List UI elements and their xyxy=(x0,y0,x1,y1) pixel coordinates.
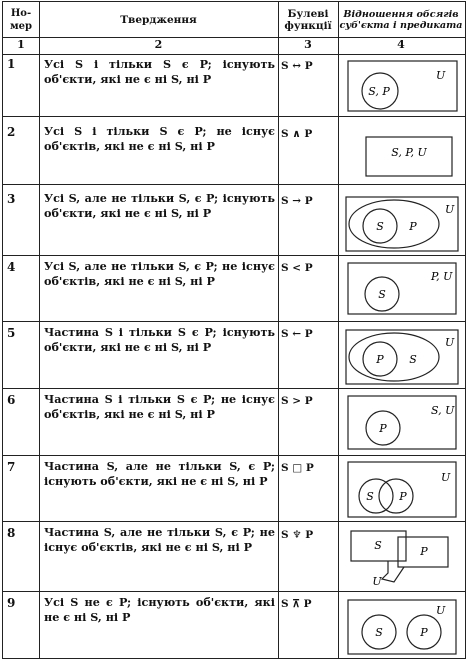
row-divider xyxy=(3,184,465,185)
diagram-label: P xyxy=(409,220,417,233)
diagram-label: P xyxy=(420,626,428,639)
logic-table xyxy=(2,1,466,659)
row-divider xyxy=(3,116,465,117)
row-number: 3 xyxy=(7,192,16,206)
boolean-function: S ← P xyxy=(281,328,313,340)
boolean-function: S ♆ P xyxy=(281,529,314,541)
row-number: 5 xyxy=(7,326,16,340)
u-connector xyxy=(382,561,404,582)
diagram-label: P xyxy=(379,422,387,435)
statement-text: Усі S не є P; існують об'єкти, які не є ні S, ні P xyxy=(44,595,275,624)
header-statement: Твердження xyxy=(120,13,197,26)
boolean-function: S → P xyxy=(281,195,313,207)
row-number: 8 xyxy=(7,526,16,540)
diagram-label: U xyxy=(436,604,446,617)
boolean-function: S ↔ P xyxy=(281,60,313,72)
diagram-label: S, P, U xyxy=(391,146,427,159)
row-divider xyxy=(3,321,465,322)
diagram-label: S xyxy=(378,288,386,301)
column-number: 2 xyxy=(154,39,163,51)
row-divider xyxy=(3,591,465,592)
diagram-label: P xyxy=(376,353,384,366)
statement-text: Частина S, але не тільки S, є P; існують об'єкти, які не є ні S, ні P xyxy=(44,459,275,488)
diagram-label: U xyxy=(445,203,455,216)
row-divider xyxy=(3,388,465,389)
p-ellipse xyxy=(349,200,439,248)
statement-text: Частина S і тільки S є P; існують об'єкти, які не є ні S, ні P xyxy=(44,325,275,354)
statement-text: Усі S, але не тільки S, є P; не існує об'єктів, які не є ні S, ні P xyxy=(44,259,275,288)
diagram-label: S xyxy=(409,353,417,366)
diagram-label: S xyxy=(366,490,374,503)
column-divider xyxy=(338,2,339,658)
diagram-label: P xyxy=(399,490,407,503)
euler-diagram xyxy=(346,126,460,182)
euler-diagram xyxy=(348,525,460,589)
diagram-label: U xyxy=(441,471,451,484)
p-circle xyxy=(379,479,413,513)
euler-diagram xyxy=(346,261,460,318)
column-number-divider xyxy=(3,54,465,55)
s-circle xyxy=(359,479,393,513)
column-number: 3 xyxy=(304,39,312,51)
statement-text: Частина S, але не тільки S, є P; не існує об'єктів, які не є ні S, ні P xyxy=(44,525,275,554)
diagram-label: U xyxy=(436,69,446,82)
diagram-label: P, U xyxy=(431,270,453,283)
euler-diagram xyxy=(344,193,462,253)
euler-diagram xyxy=(346,595,460,657)
header-divider xyxy=(3,37,465,38)
euler-diagram xyxy=(346,394,460,452)
diagram-label: U xyxy=(445,336,455,349)
row-number: 7 xyxy=(7,460,16,474)
row-number: 2 xyxy=(7,125,16,139)
statement-text: Частина S і тільки S є P; не існує об'єктів, які не є ні S, ні P xyxy=(44,392,275,421)
diagram-label: S, P xyxy=(368,85,390,98)
header-number: Но-мер xyxy=(9,7,33,32)
statement-text: Усі S і тільки S є P; не існує об'єктів, які не є ні S, ні P xyxy=(44,124,275,153)
s-ellipse xyxy=(349,333,439,381)
boolean-function: S > P xyxy=(281,395,313,407)
statement-text: Усі S і тільки S є P; існують об'єкти, які не є ні S, ні P xyxy=(44,57,275,86)
header-boolean-functions: Булеві функції xyxy=(284,7,332,32)
diagram-label: P xyxy=(420,545,428,558)
euler-diagram xyxy=(346,60,460,113)
column-number: 1 xyxy=(17,39,25,51)
euler-diagram xyxy=(346,460,460,520)
boolean-function: S ∧ P xyxy=(281,128,313,140)
diagram-label: S xyxy=(376,220,384,233)
row-divider xyxy=(3,255,465,256)
boolean-function: S □ P xyxy=(281,462,314,474)
diagram-label: S, U xyxy=(431,404,455,417)
row-divider xyxy=(3,455,465,456)
statement-text: Усі S, але не тільки S, є P; існують об'єкти, які не є ні S, ні P xyxy=(44,191,275,220)
euler-diagram xyxy=(344,327,462,386)
row-number: 4 xyxy=(7,260,16,274)
header-volume-relation: Відношення обсягів суб'єкта і предиката xyxy=(339,8,463,31)
diagram-label: U xyxy=(372,575,382,588)
diagram-label: S xyxy=(374,539,382,552)
column-number: 4 xyxy=(397,39,405,51)
diagram-label: S xyxy=(375,626,383,639)
row-divider xyxy=(3,521,465,522)
boolean-function: S ⊼ P xyxy=(281,598,312,610)
row-number: 1 xyxy=(7,57,16,71)
boolean-function: S < P xyxy=(281,262,313,274)
row-number: 9 xyxy=(7,596,16,610)
row-number: 6 xyxy=(7,393,16,407)
